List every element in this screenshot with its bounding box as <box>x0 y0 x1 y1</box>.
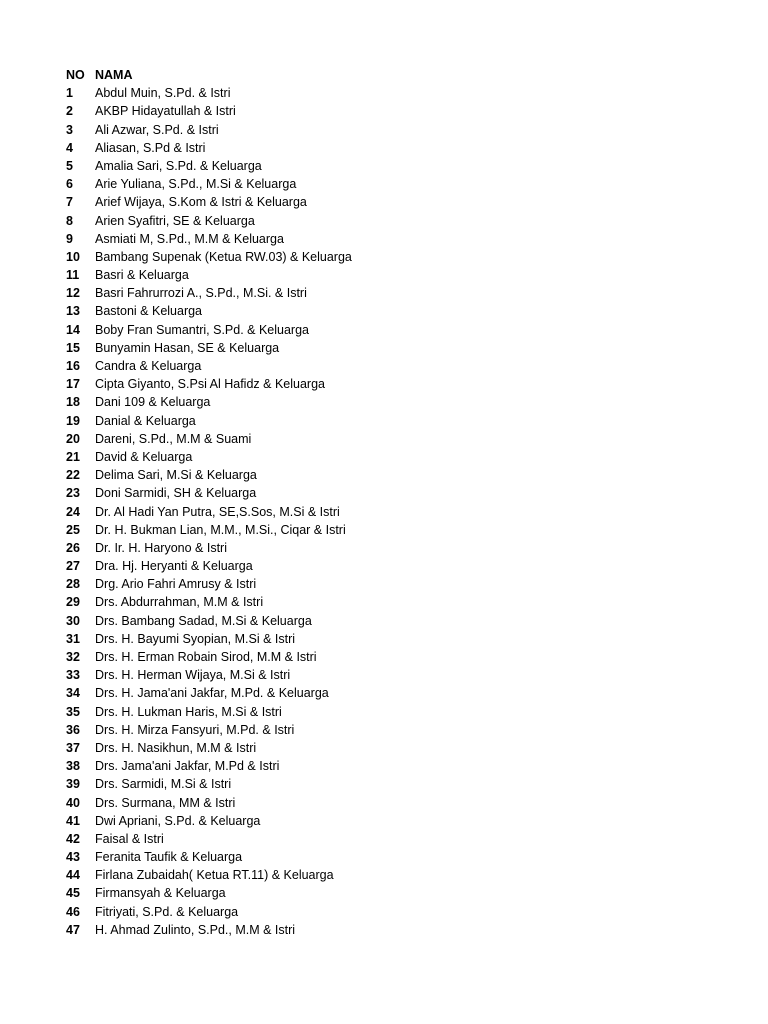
table-row <box>66 302 746 320</box>
row-number: 16 <box>66 359 80 373</box>
row-name: Amalia Sari, S.Pd. & Keluarga <box>95 158 262 173</box>
table-row <box>66 557 746 575</box>
row-number: 15 <box>66 340 80 355</box>
table-row <box>66 521 746 539</box>
row-number: 25 <box>66 522 80 537</box>
table-row <box>66 612 746 630</box>
row-number: 34 <box>66 686 80 701</box>
table-body <box>66 84 746 939</box>
row-name: Arie Yuliana, S.Pd., M.Si & Keluarga <box>95 177 297 192</box>
row-number: 46 <box>66 904 80 919</box>
header-no: NO <box>66 68 85 82</box>
row-name: Bunyamin Hasan, SE & Keluarga <box>95 340 280 355</box>
row-number: 9 <box>66 231 73 246</box>
row-number: 18 <box>66 395 80 410</box>
row-number: 10 <box>66 249 80 264</box>
table-row <box>66 739 746 757</box>
row-name: Feranita Taufik & Keluarga <box>95 850 243 865</box>
table-row <box>66 466 746 484</box>
row-name: Drs. H. Jama'ani Jakfar, M.Pd. & Keluarga <box>95 686 329 701</box>
table-row <box>66 630 746 648</box>
row-number: 32 <box>66 650 80 664</box>
row-name: H. Ahmad Zulinto, S.Pd., M.M & Istri <box>95 922 296 937</box>
row-number: 33 <box>66 668 80 683</box>
row-number: 2 <box>66 104 73 119</box>
table-row <box>66 121 746 139</box>
row-number: 17 <box>66 377 80 392</box>
row-name: Boby Fran Sumantri, S.Pd. & Keluarga <box>95 322 309 337</box>
table-row <box>66 484 746 502</box>
row-number: 24 <box>66 504 80 519</box>
row-number: 41 <box>66 813 80 828</box>
row-name: Dareni, S.Pd., M.M & Suami <box>95 431 252 446</box>
row-name: Fitriyati, S.Pd. & Keluarga <box>95 904 239 919</box>
row-name: Dani 109 & Keluarga <box>95 395 211 410</box>
row-name: Drs. H. Nasikhun, M.M & Istri <box>95 740 257 755</box>
table-row <box>66 903 746 921</box>
row-name: Dwi Apriani, S.Pd. & Keluarga <box>95 813 261 828</box>
row-number: 42 <box>66 831 80 846</box>
row-number: 23 <box>66 486 80 501</box>
row-name: Delima Sari, M.Si & Keluarga <box>95 468 257 483</box>
table-header-row <box>66 66 746 84</box>
row-number: 28 <box>66 577 80 592</box>
row-number: 21 <box>66 449 80 464</box>
table-row <box>66 775 746 793</box>
row-number: 11 <box>66 268 80 283</box>
table-row <box>66 393 746 411</box>
table-row <box>66 84 746 102</box>
table-row <box>66 812 746 830</box>
table-row <box>66 448 746 466</box>
table-row <box>66 593 746 611</box>
table-row <box>66 230 746 248</box>
guest-list-table <box>66 66 746 939</box>
row-number: 44 <box>66 868 80 883</box>
table-row <box>66 830 746 848</box>
row-name: Basri Fahrurrozi A., S.Pd., M.Si. & Istri <box>95 286 307 301</box>
table-row <box>66 412 746 430</box>
table-row <box>66 375 746 393</box>
row-number: 14 <box>66 322 80 337</box>
row-name: Doni Sarmidi, SH & Keluarga <box>95 486 257 501</box>
table-row <box>66 212 746 230</box>
row-number: 12 <box>66 286 80 301</box>
table-row <box>66 321 746 339</box>
row-name: AKBP Hidayatullah & Istri <box>95 104 236 119</box>
table-row <box>66 266 746 284</box>
row-name: Drs. Abdurrahman, M.M & Istri <box>95 595 264 610</box>
row-number: 4 <box>66 140 73 155</box>
table-row <box>66 703 746 721</box>
row-name: Arief Wijaya, S.Kom & Istri & Keluarga <box>95 195 307 210</box>
row-name: Drg. Ario Fahri Amrusy & Istri <box>95 577 257 592</box>
table-row <box>66 848 746 866</box>
row-name: Dr. H. Bukman Lian, M.M., M.Si., Ciqar & Istri <box>95 522 346 537</box>
row-name: Drs. H. Bayumi Syopian, M.Si & Istri <box>95 631 296 646</box>
table-row <box>66 175 746 193</box>
row-number: 22 <box>66 468 80 483</box>
table-row <box>66 757 746 775</box>
table-row <box>66 503 746 521</box>
row-number: 27 <box>66 559 80 574</box>
row-name: Drs. H. Herman Wijaya, M.Si & Istri <box>95 668 291 683</box>
table-row <box>66 357 746 375</box>
table-row <box>66 284 746 302</box>
row-name: Drs. H. Mirza Fansyuri, M.Pd. & Istri <box>95 722 295 737</box>
row-name: Candra & Keluarga <box>95 359 202 373</box>
row-number: 36 <box>66 722 80 737</box>
table-row <box>66 248 746 266</box>
row-name: Dr. Al Hadi Yan Putra, SE,S.Sos, M.Si & Istri <box>95 504 340 519</box>
table-row <box>66 666 746 684</box>
row-name: Asmiati M, S.Pd., M.M & Keluarga <box>95 231 284 246</box>
table-row <box>66 648 746 666</box>
row-name: David & Keluarga <box>95 449 193 464</box>
row-name: Drs. Surmana, MM & Istri <box>95 795 236 810</box>
row-number: 29 <box>66 595 80 610</box>
table-row <box>66 430 746 448</box>
row-name: Firlana Zubaidah( Ketua RT.11) & Keluarga <box>95 868 334 883</box>
row-number: 1 <box>66 86 73 101</box>
row-number: 43 <box>66 850 80 865</box>
table-row <box>66 921 746 939</box>
row-number: 30 <box>66 613 80 628</box>
table-row <box>66 866 746 884</box>
row-number: 8 <box>66 213 73 228</box>
row-name: Arien Syafitri, SE & Keluarga <box>95 213 255 228</box>
table-row <box>66 684 746 702</box>
table-row <box>66 139 746 157</box>
row-name: Danial & Keluarga <box>95 413 196 428</box>
row-number: 38 <box>66 759 80 774</box>
row-number: 6 <box>66 177 73 192</box>
table-row <box>66 575 746 593</box>
row-name: Bastoni & Keluarga <box>95 304 203 319</box>
row-name: Drs. H. Lukman Haris, M.Si & Istri <box>95 704 282 719</box>
table-row <box>66 339 746 357</box>
table-row <box>66 193 746 211</box>
row-number: 35 <box>66 704 80 719</box>
header-nama: NAMA <box>95 68 133 82</box>
row-number: 3 <box>66 122 73 137</box>
table-row <box>66 721 746 739</box>
row-name: Cipta Giyanto, S.Psi Al Hafidz & Keluarga <box>95 377 325 392</box>
table-row <box>66 157 746 175</box>
row-name: Faisal & Istri <box>95 831 164 846</box>
table-row <box>66 794 746 812</box>
table-row <box>66 884 746 902</box>
row-name: Bambang Supenak (Ketua RW.03) & Keluarga <box>95 249 352 264</box>
row-name: Dra. Hj. Heryanti & Keluarga <box>95 559 253 574</box>
row-name: Dr. Ir. H. Haryono & Istri <box>95 540 227 555</box>
row-name: Drs. Jama'ani Jakfar, M.Pd & Istri <box>95 759 280 774</box>
row-name: Ali Azwar, S.Pd. & Istri <box>95 122 219 137</box>
row-number: 19 <box>66 413 80 428</box>
row-number: 47 <box>66 922 80 937</box>
row-number: 37 <box>66 740 80 755</box>
row-name: Firmansyah & Keluarga <box>95 886 226 901</box>
row-number: 31 <box>66 631 80 646</box>
row-name: Drs. Bambang Sadad, M.Si & Keluarga <box>95 613 312 628</box>
row-name: Abdul Muin, S.Pd. & Istri <box>95 86 231 101</box>
row-number: 40 <box>66 795 80 810</box>
row-number: 20 <box>66 431 80 446</box>
table-row <box>66 102 746 120</box>
row-number: 26 <box>66 540 80 555</box>
row-number: 45 <box>66 886 80 901</box>
row-name: Basri & Keluarga <box>95 268 189 283</box>
row-name: Drs. H. Erman Robain Sirod, M.M & Istri <box>95 650 317 664</box>
row-number: 39 <box>66 777 80 792</box>
row-number: 7 <box>66 195 73 210</box>
row-number: 13 <box>66 304 80 319</box>
row-name: Drs. Sarmidi, M.Si & Istri <box>95 777 232 792</box>
table-row <box>66 539 746 557</box>
row-number: 5 <box>66 158 73 173</box>
row-name: Aliasan, S.Pd & Istri <box>95 140 206 155</box>
